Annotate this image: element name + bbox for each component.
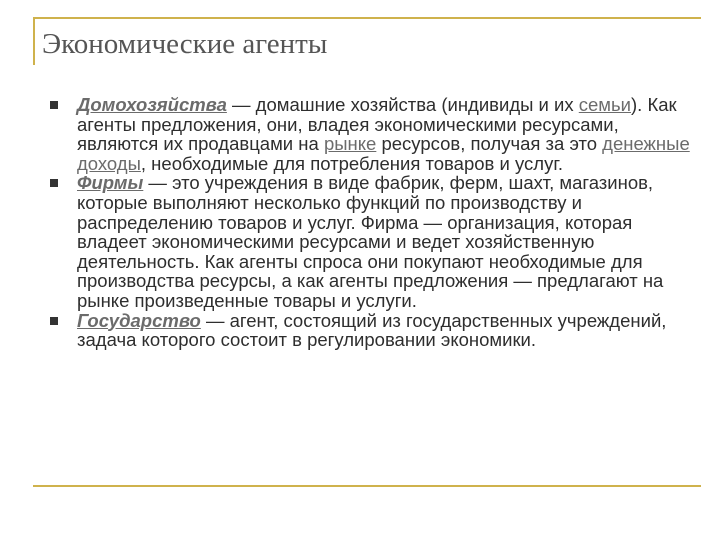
bullet-text: ресурсов, получая за это [376,133,603,155]
bullet-households [50,95,690,173]
term-state-link[interactable]: Государство [77,309,201,331]
term-firms-link[interactable]: Фирмы [77,172,144,194]
term-households-link[interactable]: Домохозяйства [77,94,227,115]
square-bullet-icon [50,179,58,187]
link-family[interactable]: семьи [578,94,631,115]
bullet-state [50,311,690,350]
square-bullet-icon [50,101,58,109]
bullet-text: ). Как агенты предложения, они, владея экономическими ресурсами, являются их продавцами на [77,94,677,155]
bullet-text: — агент, состоящий из государственных учреждений, задача которого состоит в регулировании экономики. [77,309,667,351]
frame-left-line [33,17,35,65]
slide-title: Экономические агенты [42,28,328,60]
bullet-text: — домашние хозяйства (индивиды и их [226,94,579,115]
bullet-firms [50,173,690,310]
link-market[interactable]: рынке [323,133,377,155]
frame-top-line [33,17,701,19]
link-money-income[interactable]: денежные доходы [77,133,690,174]
square-bullet-icon [50,317,58,325]
bullet-text: — это учреждения в виде фабрик, ферм, шахт, магазинов, которые выполняют несколько функций по производству и распределению товаров и услуг. Фирма — организация, которая владеет экономическими ресурсами и ведет хозяйственную деятельность. Как агенты спроса они покупают необходимые для производства ресурсы, а как агенты предложения — предлагают на рынке произведенные товары и услуги. [77,172,664,311]
bullet-text: , необходимые для потребления товаров и услуг. [140,152,563,174]
frame-bottom-line [33,485,701,487]
bullet-list [50,95,690,350]
